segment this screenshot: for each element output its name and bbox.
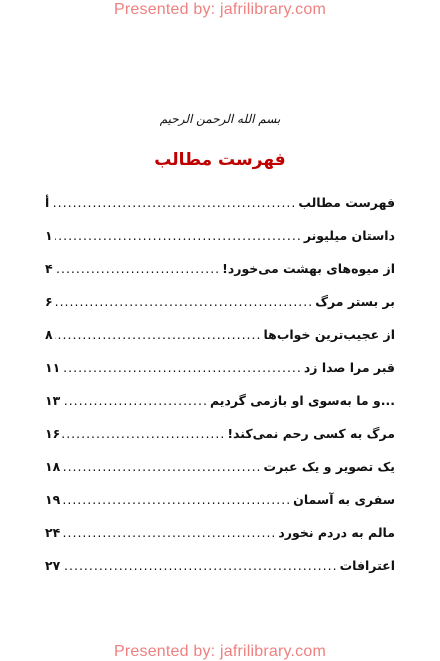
toc-entry-title: مرگ به کسی رحم نمی‌کند! [227,426,395,441]
toc-entry-page: ۱ [45,228,53,243]
toc-entry[interactable] [45,294,395,327]
toc-entry-page: ۱۳ [45,393,61,408]
toc-entry-page: ۶ [45,294,53,309]
table-of-contents [45,195,395,591]
toc-entry-title: اعترافات [339,558,395,573]
toc-leader-dots [62,525,276,540]
toc-entry-title: فهرست مطالب [298,195,395,210]
toc-leader-dots [62,393,208,408]
toc-entry[interactable] [45,558,395,591]
toc-leader-dots [55,294,314,309]
toc-leader-dots [62,360,302,375]
toc-leader-dots [55,327,262,342]
toc-entry-page: ۱۸ [45,459,61,474]
toc-entry-title: از میوه‌های بهشت می‌خورد! [222,261,395,276]
toc-entry[interactable] [45,261,395,294]
toc-entry[interactable] [45,426,395,459]
toc-entry[interactable] [45,228,395,261]
watermark-bottom: Presented by: jafrilibrary.com [114,643,326,660]
toc-entry-title: بر بستر مرگ [315,294,395,309]
toc-entry[interactable] [45,525,395,558]
toc-entry-title: مالم به دردم نخورد [278,525,395,540]
toc-entry-page: أ [45,195,50,210]
toc-title: فهرست مطالب [154,150,286,170]
toc-entry[interactable] [45,195,395,228]
toc-entry-page: ۲۴ [45,525,61,540]
toc-leader-dots [55,261,221,276]
toc-entry-title: از عجیب‌ترین خواب‌ها [263,327,395,342]
toc-entry-page: ۱۹ [45,492,61,507]
toc-entry[interactable] [45,360,395,393]
toc-entry-title: ...و ما به‌سوی او بازمی گردیم [209,393,395,408]
toc-entry-title: یک تصویر و یک عبرت [263,459,395,474]
toc-leader-dots [62,492,291,507]
toc-entry-page: ۲۷ [45,558,61,573]
toc-leader-dots [62,459,261,474]
watermark-top: Presented by: jafrilibrary.com [114,1,326,18]
toc-entry-title: سفری به آسمان [293,492,395,507]
toc-leader-dots [62,558,337,573]
toc-leader-dots [51,195,296,210]
toc-entry[interactable] [45,492,395,525]
toc-entry[interactable] [45,393,395,426]
toc-entry[interactable] [45,327,395,360]
toc-entry[interactable] [45,459,395,492]
toc-entry-title: داستان میلیونر [303,228,395,243]
toc-entry-page: ۸ [45,327,53,342]
toc-entry-title: قبر مرا صدا زد [303,360,395,375]
toc-leader-dots [55,228,302,243]
basmala-calligraphy: بسم الله الرحمن الرحيم [159,112,281,126]
toc-entry-page: ۴ [45,261,53,276]
toc-entry-page: ۱۱ [45,360,61,375]
toc-leader-dots [62,426,225,441]
toc-entry-page: ۱۶ [45,426,61,441]
